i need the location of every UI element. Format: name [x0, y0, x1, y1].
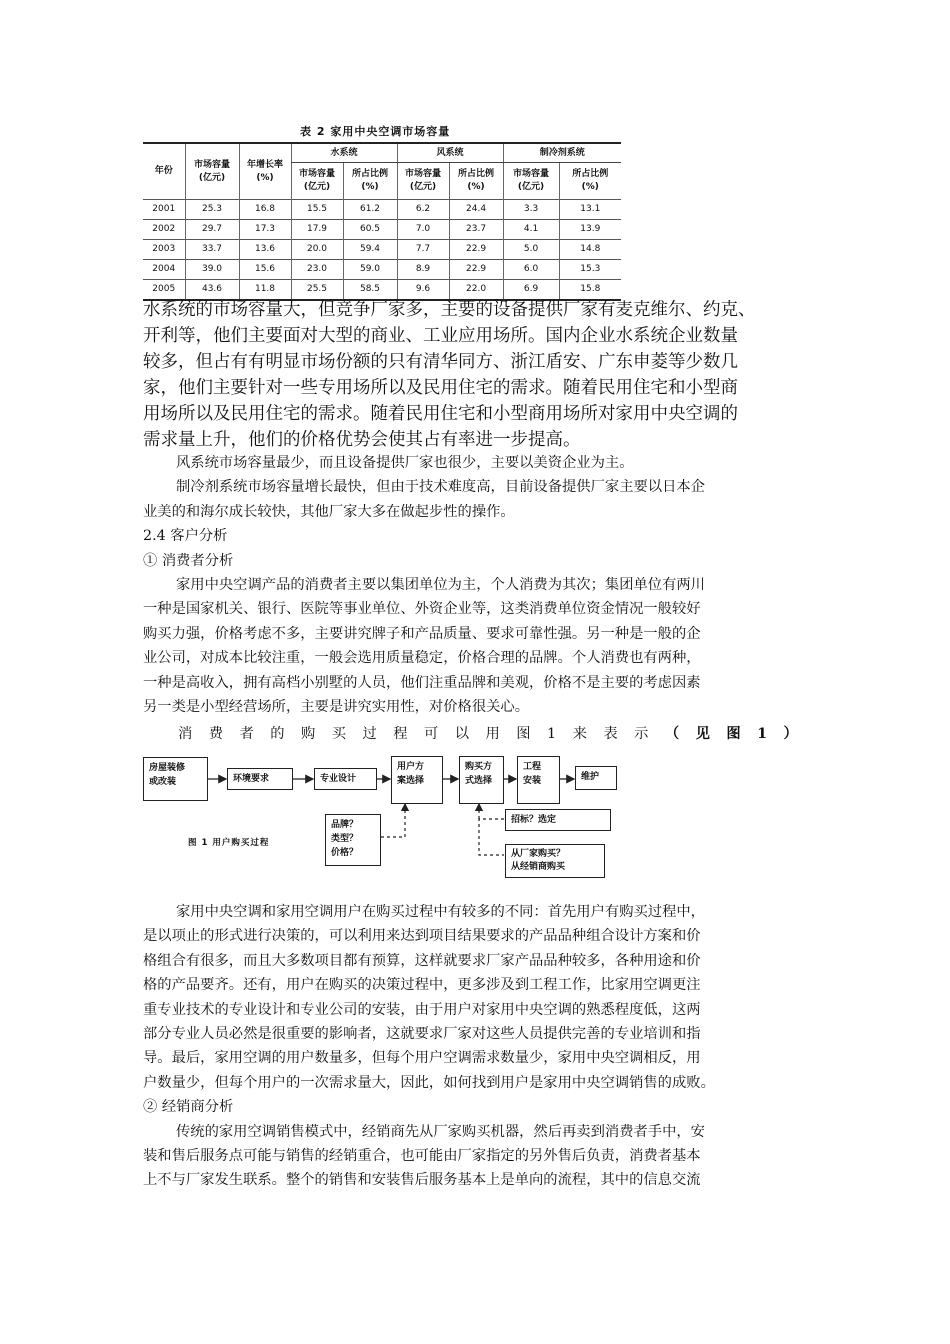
consumer-line: 一种是国家机关、银行、医院等事业单位、外资企业等，这类消费单位资金情况一般较好: [143, 601, 701, 618]
consumer-line: 业公司，对成本比较注重，一般会选用质量稳定，价格合理的品牌。个人消费也有两种，: [143, 650, 701, 667]
market-capacity-table: [143, 142, 621, 301]
heading-consumer-analysis: ① 消费者分析: [143, 552, 234, 569]
header-year: 年份: [143, 143, 185, 200]
text-line: 需求量上升，他们的价格优势会使其占有率进一步提高。: [143, 430, 581, 450]
table-row: [143, 260, 621, 280]
compare-line: 重专业技术的专业设计和专业公司的安装，由于用户对家用中央空调的熟悉程度低，这两: [143, 1001, 701, 1018]
box-purchase-mode: 购买方 式选择: [459, 756, 504, 804]
table-cell: 25.5: [291, 280, 343, 301]
table-cell: 2004: [143, 260, 185, 280]
air-system-paragraph: 风系统市场容量最少，而且设备提供厂家也很少，主要以美资企业为主。: [176, 455, 634, 471]
flowchart-caption: 图 1 用户购买过程: [188, 838, 270, 848]
table-cell: 22.9: [449, 240, 503, 260]
header-sub-capacity: 市场容量 (亿元): [503, 163, 559, 200]
text-char: 1: [757, 726, 768, 742]
text-char: 图: [516, 726, 531, 742]
compare-line: 是以项止的形式进行决策的，可以利用来达到项目结果要求的产品品种组合设计方案和价: [143, 928, 701, 945]
text-char: 1: [547, 726, 557, 742]
table-cell: 2001: [143, 200, 185, 220]
table-cell: 39.0: [185, 260, 239, 280]
text-line: 较多，但占有有明显市场份额的只有清华同方、浙江盾安、广东申菱等少数几: [143, 352, 738, 372]
header-capacity: 市场容量 (亿元): [185, 143, 239, 200]
text-char: 购: [301, 726, 316, 742]
text-char: 以: [454, 726, 470, 742]
text-char: 来: [572, 726, 587, 742]
table-cell: 60.5: [343, 220, 397, 240]
table-cell: 17.3: [239, 220, 291, 240]
consumer-line: 一种是高收入，拥有高档小别墅的人员，他们注重品牌和美观，价格不是主要的考虑因素: [143, 674, 701, 691]
table-cell: 23.7: [449, 220, 503, 240]
consumer-line: 另一类是小型经营场所，主要是讲究实用性，对价格很关心。: [143, 699, 530, 716]
water-system-paragraph: [143, 297, 813, 453]
consumer-line: 购买力强，价格考虑不多，主要讲究牌子和产品质量、要求可靠性强。另一种是一般的企: [143, 625, 701, 642]
table-cell: 43.6: [185, 280, 239, 301]
box-buy-from: 从厂家购买？ 从经销商购买: [505, 844, 605, 878]
header-sub-share: 所占比例 (%): [343, 163, 397, 200]
text-char: 图: [726, 726, 741, 742]
text-char: 程: [393, 726, 408, 742]
text-char: （: [664, 726, 680, 742]
table-cell: 13.9: [559, 220, 621, 240]
header-air-system: 风系统: [397, 143, 503, 163]
table-cell: 9.6: [397, 280, 449, 301]
text-line: 家，他们主要针对一些专用场所以及民用住宅的需求。随着民用住宅和小型商: [143, 378, 738, 398]
text-char: 过: [362, 726, 377, 742]
table-cell: 22.9: [449, 260, 503, 280]
table-row: [143, 200, 621, 220]
table-cell: 29.7: [185, 220, 239, 240]
table-cell: 23.0: [291, 260, 343, 280]
table-cell: 20.0: [291, 240, 343, 260]
comparison-and-dealer-section: [143, 900, 803, 1193]
box-design: 专业设计: [314, 768, 377, 790]
box-user-plan: 用户方 案选择: [391, 756, 443, 804]
header-sub-share: 所占比例 (%): [559, 163, 621, 200]
heading-customer-analysis: 2.4 客户分析: [143, 528, 228, 545]
table-cell: 11.8: [239, 280, 291, 301]
table-cell: 6.0: [503, 260, 559, 280]
table-cell: 7.0: [397, 220, 449, 240]
table-cell: 61.2: [343, 200, 397, 220]
purchase-process-flowchart: [143, 752, 633, 887]
compare-line: 导。最后，家用空调的用户数量多，但每个用户空调需求数量少，家用中央空调相反，用: [143, 1050, 701, 1067]
customer-analysis-section: [143, 451, 803, 719]
text-char: 见: [695, 726, 710, 742]
box-environment: 环境要求: [227, 768, 293, 790]
heading-dealer-analysis: ② 经销商分析: [143, 1099, 234, 1116]
table-cell: 33.7: [185, 240, 239, 260]
table-cell: 15.3: [559, 260, 621, 280]
compare-line: 户数量少，但每个用户的一次需求量大，因此，如何找到用户是家用中央空调销售的成败。: [143, 1074, 715, 1091]
text-char: 表: [603, 726, 618, 742]
table-cell: 6.9: [503, 280, 559, 301]
table-cell: 2005: [143, 280, 185, 301]
compare-line: 格组合有很多，而且大多数项目都有预算，这样就要求厂家产品品种较多，各种用途和价: [143, 952, 701, 969]
compare-line: 格的产品要齐。还有，用户在购买的决策过程中，更多涉及到工程工作，比家用空调更注: [143, 977, 701, 994]
table-cell: 22.0: [449, 280, 503, 301]
table-cell: 4.1: [503, 220, 559, 240]
text-line: 水系统的市场容量大，但竞争厂家多，主要的设备提供厂家有麦克维尔、约克、: [143, 300, 756, 320]
dealer-line: 上不与厂家发生联系。整个的销售和安装售后服务基本上是单向的流程，其中的信息交流: [143, 1172, 701, 1189]
text-char: 者: [239, 726, 254, 742]
compare-line: 部分专业人员必然是很重要的影响者，这就要求厂家对这些人员提供完善的专业培训和指: [143, 1026, 701, 1043]
table-cell: 6.2: [397, 200, 449, 220]
table-cell: 5.0: [503, 240, 559, 260]
header-sub-capacity: 市场容量 (亿元): [397, 163, 449, 200]
table-cell: 14.8: [559, 240, 621, 260]
table-cell: 59.0: [343, 260, 397, 280]
consumer-line: 家用中央空调产品的消费者主要以集团单位为主，个人消费为其次；集团单位有两川: [176, 577, 705, 594]
table-cell: 15.8: [559, 280, 621, 301]
box-renovation: 房屋装修 或改装: [143, 757, 208, 801]
table-cell: 8.9: [397, 260, 449, 280]
box-install: 工程 安装: [517, 756, 560, 804]
table-cell: 59.4: [343, 240, 397, 260]
table-cell: 15.6: [239, 260, 291, 280]
text-line: 开利等，他们主要面对大型的商业、工业应用场所。国内企业水系统企业数量: [143, 326, 738, 346]
refrigerant-paragraph-line: 制冷剂系统市场容量增长最快，但由于技术难度高，目前设备提供厂家主要以日本企: [176, 479, 705, 496]
header-growth: 年增长率 (%): [239, 143, 291, 200]
table-cell: 24.4: [449, 200, 503, 220]
table-row: [143, 220, 621, 240]
header-sub-capacity: 市场容量 (亿元): [291, 163, 343, 200]
text-char: 买: [331, 726, 347, 742]
text-char: 示: [634, 726, 649, 742]
text-char: 可: [424, 726, 439, 742]
table-row: [143, 240, 621, 260]
text-char: ）: [783, 726, 798, 742]
text-char: 消: [178, 726, 193, 742]
table-cell: 17.9: [291, 220, 343, 240]
table-cell: 15.5: [291, 200, 343, 220]
table-cell: 2002: [143, 220, 185, 240]
box-tender: 招标？选定: [505, 809, 611, 831]
box-brand-type-price: 品牌？ 类型？ 价格？: [325, 814, 381, 866]
text-char: 的: [270, 726, 285, 742]
table-title: 表 2 家用中央空调市场容量: [300, 125, 451, 138]
table-cell: 3.3: [503, 200, 559, 220]
table-body: [143, 200, 621, 301]
header-water-system: 水系统: [291, 143, 397, 163]
table-cell: 7.7: [397, 240, 449, 260]
text-line: 用场所以及民用住宅的需求。随着民用住宅和小型商用场所对家用中央空调的: [143, 404, 738, 424]
table-cell: 2003: [143, 240, 185, 260]
table-cell: 13.1: [559, 200, 621, 220]
table-cell: 25.3: [185, 200, 239, 220]
refrigerant-paragraph-line: 业美的和海尔成长较快，其他厂家大多在做起步性的操作。: [143, 503, 515, 520]
header-sub-share: 所占比例 (%): [449, 163, 503, 200]
table-cell: 13.6: [239, 240, 291, 260]
dealer-line: 装和售后服务点可能与销售的经销重合，也可能由厂家指定的另外售后负责，消费者基本: [143, 1148, 701, 1165]
table-cell: 58.5: [343, 280, 397, 301]
header-refrigerant-system: 制冷剂系统: [503, 143, 621, 163]
table-cell: 16.8: [239, 200, 291, 220]
text-char: 费: [208, 726, 224, 742]
dealer-line: 传统的家用空调销售模式中，经销商先从厂家购买机器，然后再卖到消费者手中，安: [176, 1123, 705, 1140]
box-maintain: 维护: [575, 766, 617, 790]
text-char: 用: [485, 726, 500, 742]
purchase-process-intro: [178, 722, 798, 746]
compare-line: 家用中央空调和家用空调用户在购买过程中有较多的不同：首先用户有购买过程中，: [176, 904, 705, 920]
